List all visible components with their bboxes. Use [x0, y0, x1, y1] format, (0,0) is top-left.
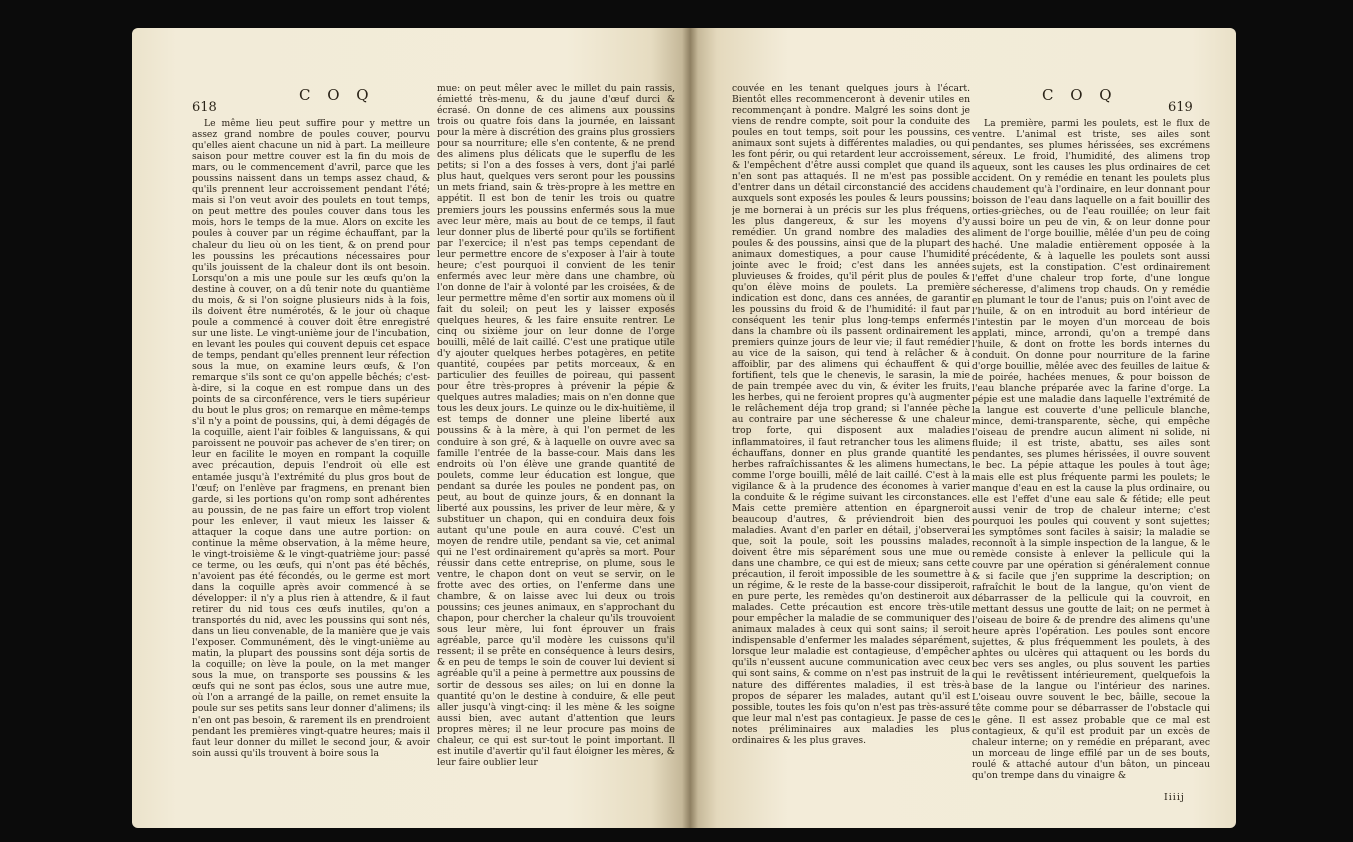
left-column-2-text: mue: on peut mêler avec le millet du pain rassis, émietté très-menu, & du jaune d'œuf durci & écrasé. On donne de ces alimens aux poussins trois ou quatre fois dans la journée, en laissant pour la mère à discrétion des grains plus grossiers pour sa nourriture; elle s'en contente, & ne prend des alimens plus délicats que le superflu de les petits; si l'on a des fosses à vers, dont j'ai parlé plus haut, quelques vers seront pour les poussins un mets friand, sain & très-propre à les mettre en appétit. Il est bon de tenir les trois ou quatre premiers jours les poussins enfermés sous la mue avec leur mère, mais au bout de ce temps, il faut leur donner plus de liberté pour qu'ils se fortifient par l'exercice; il n'est pas temps cependant de leur permettre encore de s'exposer à l'air à toute heure; c'est pourquoi il convient de les tenir enfermés avec leur mère dans une chambre, où l'on donne de l'air à volonté par les croisées, & de leur permettre même d'en sortir aux momens où il fait du soleil; on peut les y laisser exposés quelques heures, & les faire ensuite rentrer. Le cinq ou sixième jour on leur donne de l'orge bouilli, mêlé de lait caillé. C'est une pratique utile d'y ajouter quelques herbes potagères, en petite quantité, coupées par petits morceaux, & en particulier des feuilles de poireau, qui passent pour être très-propres à prévenir la pépie & quelques autres maladies; mais on n'en donne que tous les deux jours. Le quinze ou le dix-huitième, il est temps de donner une pleine liberté aux poussins & à la mère, à qui l'on permet de les conduire à son gré, & à laquelle on ouvre avec sa famille l'entrée de la basse-cour. Mais dans les endroits où l'on élève une grande quantité de poulets, comme leur éducation est longue, que pendant sa durée les poules ne pondent pas, on peut, au bout de quinze jours, & en donnant la liberté aux poussins, les priver de leur mère, & y substituer un chapon, qui en conduira deux fois autant qu'une poule en aura couvé. C'est un moyen de rendre utile, pendant sa vie, cet animal qui ne l'est ordinairement qu'après sa mort. Pour réussir dans cette entreprise, on plume, sous le ventre, le chapon dont on veut se servir, on le frotte avec des orties, on l'enferme dans une chambre, & on laisse avec lui deux ou trois poussins; ces jeunes animaux, en s'approchant du chapon, pour chercher la chaleur qu'ils trouvoient sous leur mère, lui font éprouver un frais agréable, parce qu'il modère les cuissons qu'il ressent; il se prête en conséquence à leurs desirs, & en peu de temps le soin de couver lui devient si agréable qu'il a peine à permettre aux poussins de sortir de dessous ses ailes; on lui en donne la quantité qu'on le destine à conduire, & elle peut aller jusqu'à vingt-cinq: il les mène & les soigne aussi bien, avec autant d'attention que leurs propres mères; il ne leur procure pas moins de chaleur, ce qui est sur-tout le point important. Il est inutile d'avertir qu'il faut éloigner les mères, & leur faire oublier leur	[437, 83, 675, 768]
right-column-1	[732, 83, 970, 823]
left-page	[132, 28, 690, 828]
left-page-number: 618	[192, 100, 217, 115]
left-running-head: C O Q	[299, 86, 375, 104]
right-column-2	[972, 118, 1210, 828]
right-column-1-text: couvée en les tenant quelques jours à l'écart. Bientôt elles recommenceront à devenir utiles en recommençant à pondre. Malgré les soins dont je viens de rendre compte, soit pour la conduite des poules en tout temps, soit pour les poussins, ces animaux sont sujets à différentes maladies, ou qui les font périr, ou qui retardent leur accroissement, & l'empêchent d'être aussi complet que quand ils n'en sont pas attaqués. Il ne m'est pas possible d'entrer dans un détail circonstancié des accidens auxquels sont exposés les poules & leurs poussins; je me bornerai à un précis sur les plus fréquens, les plus dangereux, & sur les moyens d'y remédier. Un grand nombre des maladies des poules & des poussins, ainsi que de la plupart des animaux domestiques, a pour cause l'humidité jointe avec le froid; c'est dans les années pluvieuses & froides, qu'il périt plus de poules & qu'on élève moins de poulets. La première indication est donc, dans ces années, de garantir les poussins du froid & de l'humidité: il faut par conséquent les tenir plus long-temps enfermés dans la chambre où ils passent ordinairement les premiers quinze jours de leur vie; il faut remédier au vice de la saison, qui tend à relâcher & à affoiblir, par des alimens qui échauffent & qui fortifient, tels que le chenevis, le sarasin, la mie de pain trempée avec du vin, & éviter les fruits, les herbes, qui ne feroient propres qu'à augmenter le relâchement déja trop grand; si l'année pèche au contraire par une sécheresse & une chaleur trop forte, qui disposent aux maladies inflammatoires, il faut retrancher tous les alimens échauffans, donner en plus grande quantité les herbes rafraîchissantes & les alimens humectans, comme l'orge bouilli, mêlé de lait caillé. C'est à la vigilance & à la prudence des économes à varier la conduite & le régime suivant les circonstances. Mais cette première attention en épargneroit beaucoup d'autres, & préviendroit bien des maladies. Avant d'en parler en détail, j'observerai que, soit la poule, soit les poussins malades, doivent être mis séparément sous une mue ou dans une chambre, ce qui est de mieux; sans cette précaution, il feroit impossible de les soumettre à un régime, & le reste de la basse-cour dissiperoit, en pure perte, les remèdes qu'on destineroit aux malades. Cette précaution est encore très-utile pour empêcher la maladie de se communiquer des animaux malades à ceux qui sont sains; il seroit indispensable d'enfermer les malades séparément, lorsque leur maladie est contagieuse, d'empêcher qu'ils n'eussent aucune communication avec ceux qui sont sains, & comme on n'est pas instruit de la nature des différentes maladies, il est très-à propos de séparer les malades, autant qu'il est possible, toutes les fois qu'on n'est pas très-assuré que leur mal n'est pas contagieux. Je passe de ces notes préliminaires aux maladies les plus ordinaires & les plus graves.	[732, 83, 970, 746]
left-column-1	[192, 118, 430, 828]
right-running-head: C O Q	[1042, 86, 1118, 104]
left-column-2	[437, 83, 675, 823]
right-page-number: 619	[1168, 100, 1193, 115]
right-column-2-text: La première, parmi les poulets, est le flux de ventre. L'animal est triste, ses ailes sont pendantes, ses plumes hérissées, ses excrémens séreux. Le froid, l'humidité, des alimens trop aqueux, sont les causes les plus ordinaires de cet accident. On y remédie en tenant les poulets plus chaudement qu'à l'ordinaire, en leur donnant pour boisson de l'eau dans laquelle on a fait bouillir des orties-grièches, ou de l'eau rouillée; on leur fait aussi boire un peu de vin, & on leur donne pour aliment de l'orge bouillie, mêlée d'un peu de coing haché. Une maladie entièrement opposée à la précédente, & à laquelle les poulets sont aussi sujets, est la constipation. C'est ordinairement l'effet d'une chaleur trop forte, d'une longue sécheresse, d'alimens trop chauds. On y remédie en plumant le tour de l'anus; puis on l'oint avec de l'huile, & on en introduit au bord intérieur de l'intestin par le moyen d'un morceau de bois applati, mince, arrondi, qu'on a trempé dans l'huile, & dont on frotte les bords internes du conduit. On donne pour nourriture de la farine d'orge bouillie, mêlée avec des feuilles de laitue & de poirée, hachées menues, & pour boisson de l'eau blanche préparée avec la farine d'orge. La pépie est une maladie dans laquelle l'extrémité de la langue est couverte d'une pellicule blanche, mince, demi-transparente, sèche, qui empêche l'oiseau de prendre aucun aliment ni solide, ni fluide; il est triste, abattu, ses ailes sont pendantes, ses plumes hérissées, il ouvre souvent le bec. La pépie attaque les poules à tout âge; mais elle est plus fréquente parmi les poulets; le manque d'eau en est la cause la plus ordinaire, ou elle est l'effet d'une eau sale & fétide; elle peut aussi venir de trop de chaleur interne; c'est pourquoi les poules qui couvent y sont sujettes; les symptômes sont faciles à saisir; la maladie se reconnoît à la simple inspection de la langue, & le remède consiste à enlever la pellicule qui la couvre par une opération si généralement connue & si facile que j'en supprime la description; on rafraîchit le bout de la langue, qu'on vient de débarrasser de la pellicule qui la couvroit, en mettant dessus une goutte de lait; on ne permet à l'oiseau de boire & de prendre des alimens qu'une heure après l'opération. Les poules sont encore sujettes, & plus fréquemment les poulets, à des aphtes ou ulcères qui attaquent ou les bords du bec vers ses angles, ou plus souvent les parties qui le revêtissent intérieurement, quelquefois la base de la langue ou l'intérieur des narines. L'oiseau ouvre souvent le bec, bâille, secoue la tête comme pour se débarrasser de l'obstacle qui le gêne. Il est assez probable que ce mal est contagieux, & qu'il est produit par un excès de chaleur interne; on y remédie en préparant, avec un morceau de linge effilé par un de ses bouts, roulé & attaché autour d'un bâton, un pinceau qu'on trempe dans du vinaigre &	[972, 118, 1210, 781]
left-column-1-text: Le même lieu peut suffire pour y mettre un assez grand nombre de poules couver, pourvu qu'elles aient chacune un nid à part. La meilleure saison pour mettre couver est la fin du mois de mars, ou le commencement d'avril, parce que les poussins naissent dans un temps assez chaud, & qu'ils prennent leur accroissement pendant l'été; mais si l'on veut avoir des poulets en tout temps, on peut mettre des poules couver dans tous les mois, hors le temps de la mue. Alors on excite les poules à couver par un régime échauffant, par la chaleur du lieu où on les tient, & on prend pour les poussins les précautions nécessaires pour qu'ils jouissent de la chaleur dont ils ont besoin. Lorsqu'on a mis une poule sur les œufs qu'on la destine à couver, on a dû tenir note du quantième du mois, & si l'on soigne plusieurs nids à la fois, ils doivent être numérotés, & le jour où chaque poule a commencé à couver doit être enregistré sur une liste. Le vingt-unième jour de l'incubation, en levant les poules qui couvent depuis cet espace de temps, pendant qu'elles prennent leur réfection sous la mue, on examine leurs œufs, & l'on remarque s'ils sont ce qu'on appelle bêchés; c'est-à-dire, si la coque en est rompue dans un des points de sa circonférence, vers le tiers supérieur du bout le plus gros; on remarque en même-temps s'il n'y a point de poussins, qui, à demi dégagés de la coquille, aient l'air foibles & languissans, & qui paroissent ne pouvoir pas achever de s'en tirer; on leur en facilite le moyen en rompant la coquille avec précaution, depuis l'endroit où elle est entamée jusqu'à l'extrémité du plus gros bout de l'œuf; on l'enlève par fragmens, en prenant bien garde, si les portions qu'on romp sont adhérentes au poussin, de ne pas faire un effort trop violent pour les enlever, il vaut mieux les laisser & attaquer la coque dans une autre portion: on continue la même observation, à la même heure, le vingt-troisième & le vingt-quatrième jour: passé ce terme, ou les œufs, qui n'ont pas été bêchés, n'avoient pas été fécondés, ou le germe est mort dans la coquille après avoir commencé à se développer: il n'y a plus rien à attendre, & il faut retirer du nid tous ces œufs inutiles, qu'on a transportés du nid, avec les poussins qui sont nés, dans un lieu convenable, de la manière que je vais l'exposer. Communément, dès le vingt-unième au matin, la plupart des poussins sont déja sortis de la coquille; on lève la poule, on la met manger sous la mue, on transporte ses poussins & les œufs qui ne sont pas éclos, sous une autre mue, où l'on a arrangé de la paille, on remet ensuite la poule sur ses petits sans leur donner d'alimens; ils n'en ont pas besoin, & rarement ils en prendroient pendant les premières vingt-quatre heures; mais il faut leur donner du millet le second jour, & avoir soin aussi qu'ils trouvent à boire sous la	[192, 118, 430, 759]
right-page	[690, 28, 1236, 828]
signature-mark: Iiiij	[1164, 792, 1185, 803]
